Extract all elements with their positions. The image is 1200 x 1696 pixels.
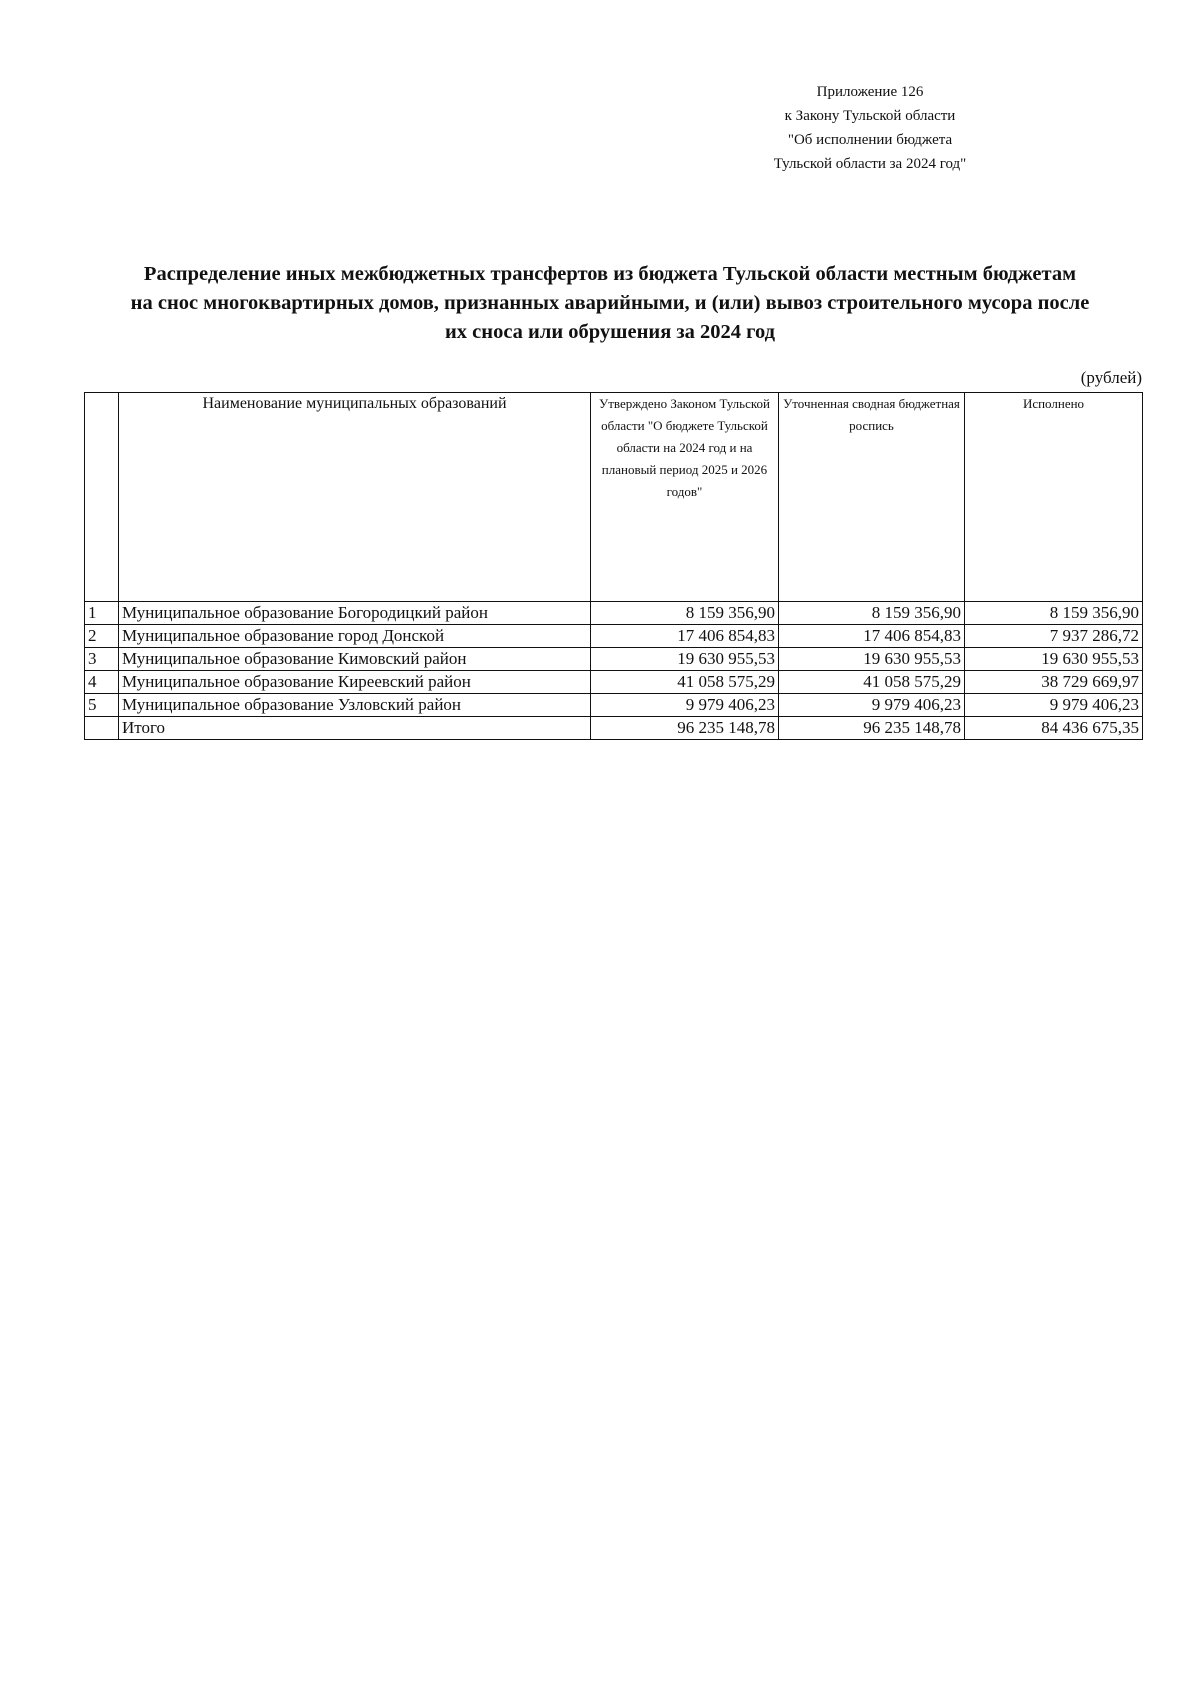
row-executed: 7 937 286,72 bbox=[965, 625, 1143, 648]
row-name: Муниципальное образование Богородицкий район bbox=[119, 602, 591, 625]
row-name: Муниципальное образование Узловский район bbox=[119, 694, 591, 717]
total-index bbox=[85, 717, 119, 740]
row-executed: 38 729 669,97 bbox=[965, 671, 1143, 694]
row-approved: 19 630 955,53 bbox=[591, 648, 779, 671]
total-label: Итого bbox=[119, 717, 591, 740]
table-row bbox=[85, 648, 1143, 671]
table-row bbox=[85, 625, 1143, 648]
row-revised: 41 058 575,29 bbox=[779, 671, 965, 694]
table-total-row bbox=[85, 717, 1143, 740]
title-line: Распределение иных межбюджетных трансфертов из бюджета Тульской области местным бюджетам bbox=[143, 263, 1077, 285]
table-row bbox=[85, 671, 1143, 694]
row-index: 4 bbox=[85, 671, 119, 694]
header-revised: Уточненная сводная бюджетная роспись bbox=[779, 393, 965, 602]
appendix-note bbox=[700, 80, 1040, 176]
appendix-line: Тульской области за 2024 год" bbox=[773, 156, 967, 172]
row-approved: 9 979 406,23 bbox=[591, 694, 779, 717]
row-index: 1 bbox=[85, 602, 119, 625]
transfers-table bbox=[84, 392, 1143, 740]
row-revised: 19 630 955,53 bbox=[779, 648, 965, 671]
row-index: 3 bbox=[85, 648, 119, 671]
document-title bbox=[80, 260, 1140, 347]
total-executed: 84 436 675,35 bbox=[965, 717, 1143, 740]
table-row bbox=[85, 694, 1143, 717]
units-label: (рублей) bbox=[1080, 368, 1142, 387]
row-revised: 8 159 356,90 bbox=[779, 602, 965, 625]
total-approved: 96 235 148,78 bbox=[591, 717, 779, 740]
table-row bbox=[85, 602, 1143, 625]
row-name: Муниципальное образование город Донской bbox=[119, 625, 591, 648]
row-index: 2 bbox=[85, 625, 119, 648]
row-name: Муниципальное образование Киреевский район bbox=[119, 671, 591, 694]
row-name: Муниципальное образование Кимовский район bbox=[119, 648, 591, 671]
title-line: их сноса или обрушения за 2024 год bbox=[444, 321, 775, 343]
title-line: на снос многоквартирных домов, признанных аварийными, и (или) вывоз строительного мусора после bbox=[130, 292, 1090, 314]
row-executed: 9 979 406,23 bbox=[965, 694, 1143, 717]
table-header-row bbox=[85, 393, 1143, 602]
appendix-line: Приложение 126 bbox=[816, 84, 924, 100]
row-revised: 9 979 406,23 bbox=[779, 694, 965, 717]
appendix-line: "Об исполнении бюджета bbox=[787, 132, 953, 148]
header-name: Наименование муниципальных образований bbox=[119, 393, 591, 602]
header-executed: Исполнено bbox=[965, 393, 1143, 602]
row-approved: 8 159 356,90 bbox=[591, 602, 779, 625]
row-index: 5 bbox=[85, 694, 119, 717]
row-approved: 41 058 575,29 bbox=[591, 671, 779, 694]
row-executed: 19 630 955,53 bbox=[965, 648, 1143, 671]
header-approved: Утверждено Законом Тульской области "О бюджете Тульской области на 2024 год и на плановый период 2025 и 2026 годов" bbox=[591, 393, 779, 602]
total-revised: 96 235 148,78 bbox=[779, 717, 965, 740]
header-index bbox=[85, 393, 119, 602]
row-revised: 17 406 854,83 bbox=[779, 625, 965, 648]
row-approved: 17 406 854,83 bbox=[591, 625, 779, 648]
row-executed: 8 159 356,90 bbox=[965, 602, 1143, 625]
appendix-line: к Закону Тульской области bbox=[784, 108, 956, 124]
